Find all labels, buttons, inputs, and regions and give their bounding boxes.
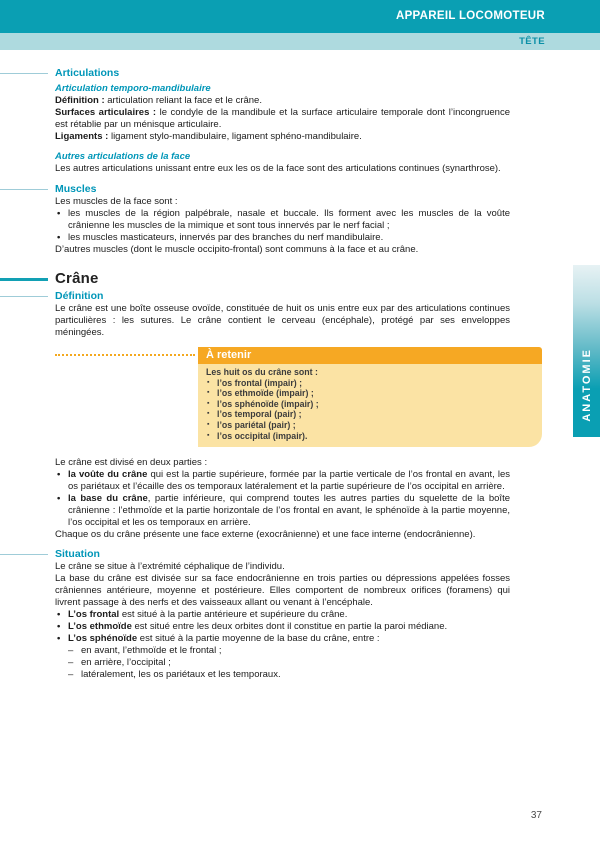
sphenoide-sublist-item: – latéralement, les os pariétaux et les temporaux. [68, 669, 510, 681]
header-band-section [0, 33, 600, 50]
label-os-sphenoide: L’os sphénoïde [68, 633, 138, 645]
paragraph-muscles-outro: D’autres muscles (dont le muscle occipito-frontal) sont communs à la face et au crâne. [55, 244, 419, 255]
retenir-list [206, 378, 532, 442]
label-os-ethmoide: L’os ethmoïde [68, 621, 132, 633]
paragraph-ligaments [55, 131, 510, 143]
heading-muscles: Muscles [55, 183, 510, 196]
label-definition: Définition : [55, 95, 105, 106]
side-tab-label: ANATOMIE [580, 348, 593, 422]
retenir-box [198, 347, 542, 447]
retenir-intro: Les huit os du crâne sont : [206, 367, 318, 377]
chapter-title: APPAREIL LOCOMOTEUR [395, 10, 545, 22]
text-os-sphenoide: est situé à la partie moyenne de la base du crâne, entre : [137, 633, 380, 645]
subheading-articulation-temporo-mandibulaire: Articulation temporo-mandibulaire [55, 83, 211, 94]
retenir-list-item: ▪ l’os temporal (pair) ; [206, 409, 532, 420]
heading-definition: Définition [55, 290, 510, 303]
paragraph-division-outro: Chaque os du crâne présente une face externe (exocrânienne) et une face interne (endocrânienne). [55, 529, 476, 541]
retenir-box-body [198, 364, 542, 447]
text-os-frontal: est situé à la partie antérieure et supérieure du crâne. [119, 609, 348, 621]
header-band-chapter [0, 0, 600, 33]
section-title: TÊTE [519, 36, 545, 47]
text-surfaces-articulaires: le condyle de la mandibule et la surface articulaire temporale dont l’incongruence est rétablie par un ménisque articulaire. [55, 107, 510, 130]
heading-situation: Situation [55, 548, 510, 561]
division-list [55, 469, 510, 529]
situation-list-item [55, 633, 510, 645]
retenir-box-title: À retenir [198, 347, 542, 364]
division-list-item [55, 469, 510, 493]
text-os-ethmoide: est situé entre les deux orbites dont il constitue en partie la paroi médiane. [131, 621, 448, 633]
label-os-frontal: L’os frontal [68, 609, 120, 621]
paragraph-definition-atm [55, 95, 510, 107]
label-base-du-crane: la base du crâne [68, 493, 148, 505]
division-list-item [55, 493, 510, 529]
page-number: 37 [530, 810, 542, 821]
muscles-list [55, 208, 510, 244]
paragraph-surfaces-articulaires [55, 107, 510, 131]
subheading-autres-articulations: Autres articulations de la face [55, 151, 191, 162]
retenir-list-item: ▪ l’os sphénoïde (impair) ; [206, 399, 532, 410]
paragraph-crane-definition: Le crâne est une boîte osseuse ovoïde, constituée de huit os unis entre eux par des articulations continues particulières : les sutures. Le crâne contient le cerveau (encéphale), protégé par ses enveloppes méningées. [55, 303, 510, 338]
text-ligaments: ligament stylo-mandibulaire, ligament sphéno-mandibulaire. [108, 131, 362, 142]
retenir-list-item: ▪ l’os ethmoïde (impair) ; [206, 388, 532, 399]
retenir-list-item: ▪ l’os occipital (impair). [206, 431, 532, 442]
situation-list [55, 609, 510, 645]
label-voute-du-crane: la voûte du crâne [68, 469, 148, 481]
paragraph-autres-articulations: Les autres articulations unissant entre eux les os de la face sont des articulations continues (synarthrose). [55, 163, 501, 174]
muscles-list-item: • les muscles de la région palpébrale, nasale et buccale. Ils forment avec les muscles de la voûte crânienne les muscles de la mimique et sont tous innervés par le nerf facial ; [55, 208, 510, 232]
sphenoide-sublist-item: – en avant, l’ethmoïde et le frontal ; [68, 645, 510, 657]
muscles-list-item: • les muscles masticateurs, innervés par des branches du nerf mandibulaire. [55, 232, 510, 244]
paragraph-division-intro: Le crâne est divisé en deux parties : [55, 457, 208, 469]
paragraph-muscles-intro: Les muscles de la face sont : [55, 196, 178, 207]
label-ligaments: Ligaments : [55, 131, 109, 142]
sphenoide-sublist-item: – en arrière, l’occipital ; [68, 657, 510, 669]
text-base-du-crane: , partie inférieure, qui comprend toutes les autres parties du squelette de la boîte crânienne : l’ethmoïde et la partie horizontale de l’os frontal en avant, le sphénoïde à la partie moyenne, l’os occipital et les os temporaux en arrière. [68, 493, 510, 529]
sphenoide-sublist [55, 645, 510, 681]
situation-list-item [55, 621, 510, 633]
heading-articulations: Articulations [55, 67, 510, 80]
situation-list-item [55, 609, 510, 621]
text-definition-atm: articulation reliant la face et le crâne. [104, 95, 262, 106]
retenir-list-item: ▪ l’os frontal (impair) ; [206, 378, 532, 389]
paragraph-situation-2: La base du crâne est divisée sur sa face endocrânienne en trois parties ou dépressions appelées fosses crâniennes antérieure, moyenne et postérieure. Elles comportent de nombreux orifices (foramens) qui livrent passage à des nerfs et des vaisseaux allant ou venant à l’encéphale. [55, 573, 510, 609]
text-voute-du-crane: qui est la partie supérieure, formée par la partie verticale de l’os frontal en avant, les os pariétaux et l’écaille des os temporaux latéralement et la partie supérieure de l’os occipital en arrière. [68, 469, 510, 493]
page-content [0, 50, 600, 681]
retenir-list-item: ▪ l’os pariétal (pair) ; [206, 420, 532, 431]
paragraph-situation-1: Le crâne se situe à l’extrémité céphalique de l’individu. [55, 561, 285, 573]
label-surfaces-articulaires: Surfaces articulaires : [55, 107, 157, 118]
heading-crane: Crâne [55, 270, 510, 288]
